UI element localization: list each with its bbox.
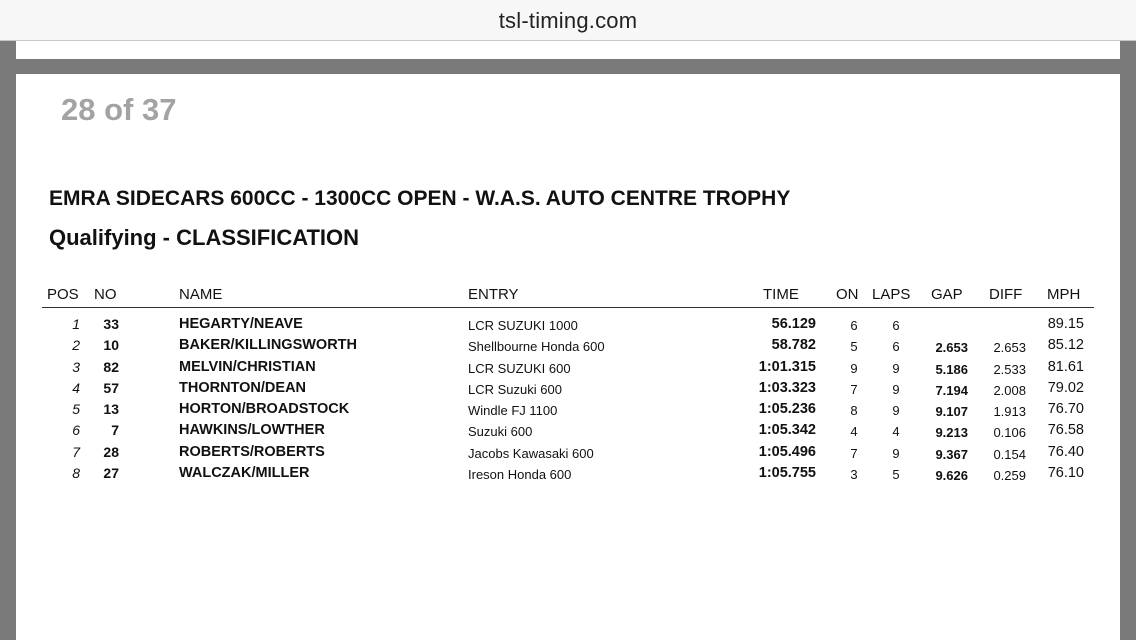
cell-no: 27 (103, 465, 119, 481)
cell-diff: 2.008 (993, 383, 1026, 398)
cell-name: THORNTON/DEAN (179, 380, 307, 396)
cell-mph: 89.15 (1047, 316, 1084, 332)
cell-entry: LCR Suzuki 600 (468, 382, 562, 397)
cell-time: 1:05.496 (758, 444, 816, 460)
cell-pos: 7 (72, 444, 80, 460)
cell-on: 4 (850, 424, 858, 439)
cell-mph: 76.10 (1047, 465, 1084, 481)
col-header-pos: POS (47, 286, 79, 303)
cell-no: 33 (103, 316, 119, 332)
cell-on: 7 (850, 446, 858, 461)
cell-name: HAWKINS/LOWTHER (179, 422, 325, 438)
cell-laps: 6 (892, 339, 900, 354)
cell-gap: 9.107 (935, 404, 968, 419)
cell-entry: LCR SUZUKI 600 (468, 361, 571, 376)
page-subtitle: Qualifying - CLASSIFICATION (49, 225, 360, 250)
cell-pos: 4 (72, 380, 80, 396)
cell-name: MELVIN/CHRISTIAN (179, 359, 316, 375)
col-header-diff: DIFF (989, 286, 1023, 303)
cell-laps: 9 (892, 361, 900, 376)
cell-name: HEGARTY/NEAVE (179, 316, 303, 332)
col-header-on: ON (836, 286, 859, 303)
col-header-entry: ENTRY (468, 286, 519, 303)
cell-entry: Ireson Honda 600 (468, 467, 572, 482)
cell-on: 5 (850, 339, 858, 354)
cell-mph: 81.61 (1047, 359, 1084, 375)
table-row (16, 401, 1120, 422)
cell-pos: 8 (72, 465, 80, 481)
cell-on: 9 (850, 361, 858, 376)
cell-pos: 1 (72, 316, 80, 332)
previous-page-edge (16, 41, 1120, 59)
cell-time: 56.129 (771, 316, 816, 332)
table-row (16, 337, 1120, 358)
cell-no: 7 (111, 422, 119, 438)
cell-entry: Suzuki 600 (468, 424, 533, 439)
cell-gap: 2.653 (935, 340, 968, 355)
col-header-no: NO (94, 286, 117, 303)
cell-laps: 6 (892, 318, 900, 333)
page-counter: 28 of 37 (61, 92, 177, 127)
cell-time: 1:05.755 (758, 465, 816, 481)
cell-laps: 9 (892, 382, 900, 397)
cell-on: 6 (850, 318, 858, 333)
cell-mph: 85.12 (1047, 337, 1084, 353)
cell-time: 58.782 (771, 337, 816, 353)
cell-gap: 9.367 (935, 447, 968, 462)
col-header-time: TIME (763, 286, 799, 303)
cell-diff: 2.533 (993, 362, 1026, 377)
page-title: EMRA SIDECARS 600CC - 1300CC OPEN - W.A.S. AUTO CENTRE TROPHY (49, 187, 791, 210)
cell-name: ROBERTS/ROBERTS (179, 444, 325, 460)
cell-mph: 76.40 (1047, 444, 1084, 460)
cell-no: 82 (103, 359, 119, 375)
cell-no: 10 (103, 337, 119, 353)
cell-on: 8 (850, 403, 858, 418)
cell-mph: 76.58 (1047, 422, 1084, 438)
cell-diff: 0.154 (993, 447, 1026, 462)
cell-diff: 1.913 (993, 404, 1026, 419)
cell-laps: 5 (892, 467, 900, 482)
cell-diff: 0.106 (993, 425, 1026, 440)
cell-time: 1:05.342 (758, 422, 816, 438)
table-row (16, 444, 1120, 465)
cell-name: BAKER/KILLINGSWORTH (179, 337, 358, 353)
table-row (16, 465, 1120, 486)
cell-time: 1:05.236 (758, 401, 816, 417)
cell-time: 1:03.323 (758, 380, 816, 396)
cell-time: 1:01.315 (758, 359, 816, 375)
cell-mph: 76.70 (1047, 401, 1084, 417)
browser-address-bar[interactable] (0, 0, 1136, 41)
table-row (16, 422, 1120, 443)
cell-name: WALCZAK/MILLER (179, 465, 310, 481)
cell-entry: Shellbourne Honda 600 (468, 339, 605, 354)
cell-pos: 3 (72, 359, 80, 375)
cell-name: HORTON/BROADSTOCK (179, 401, 350, 417)
cell-mph: 79.02 (1047, 380, 1084, 396)
cell-entry: Windle FJ 1100 (468, 403, 558, 418)
cell-diff: 2.653 (993, 340, 1026, 355)
cell-gap: 5.186 (935, 362, 968, 377)
cell-laps: 9 (892, 403, 900, 418)
cell-no: 28 (103, 444, 119, 460)
cell-gap: 9.626 (935, 468, 968, 483)
col-header-laps: LAPS (872, 286, 911, 303)
cell-pos: 6 (72, 422, 80, 438)
cell-pos: 2 (72, 337, 80, 353)
col-header-gap: GAP (931, 286, 963, 303)
table-row (16, 380, 1120, 401)
cell-gap: 9.213 (935, 425, 968, 440)
header-divider (42, 307, 1094, 308)
cell-on: 7 (850, 382, 858, 397)
table-row (16, 316, 1120, 337)
cell-no: 13 (103, 401, 119, 417)
cell-laps: 9 (892, 446, 900, 461)
col-header-mph: MPH (1047, 286, 1081, 303)
cell-diff: 0.259 (993, 468, 1026, 483)
table-row (16, 359, 1120, 380)
cell-pos: 5 (72, 401, 80, 417)
cell-gap: 7.194 (935, 383, 968, 398)
cell-entry: Jacobs Kawasaki 600 (468, 446, 594, 461)
url-text[interactable]: tsl-timing.com (498, 8, 638, 33)
cell-no: 57 (103, 380, 119, 396)
document-page (16, 74, 1120, 640)
cell-laps: 4 (892, 424, 900, 439)
cell-on: 3 (850, 467, 858, 482)
cell-entry: LCR SUZUKI 1000 (468, 318, 578, 333)
col-header-name: NAME (179, 286, 223, 303)
